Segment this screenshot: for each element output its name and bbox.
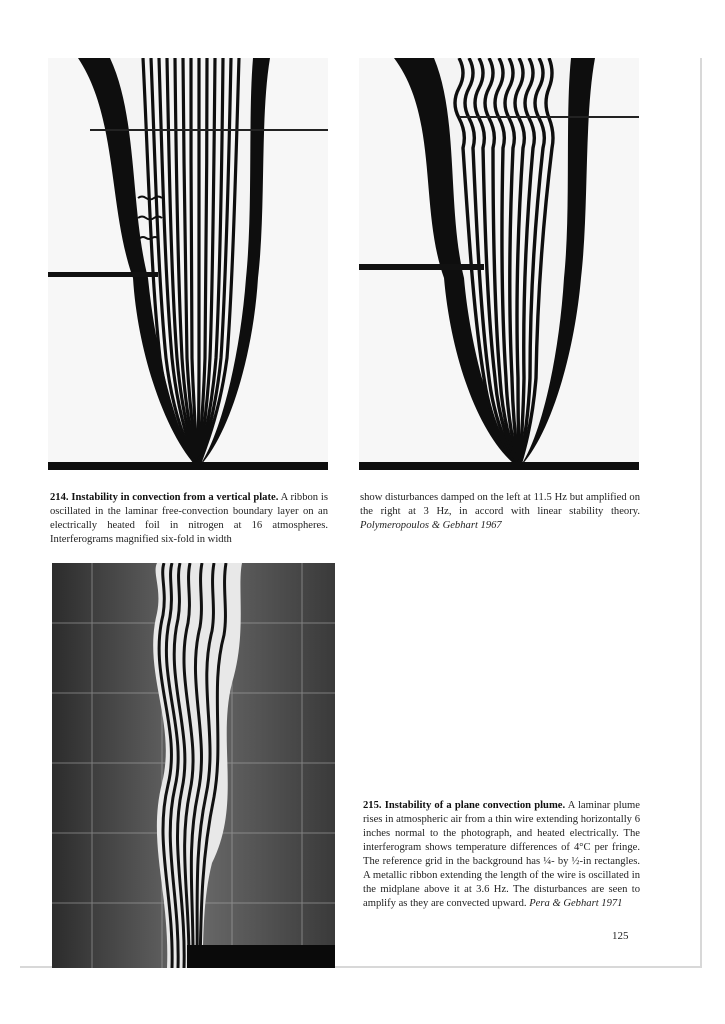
figure-214-caption-right <box>360 491 640 533</box>
interferogram-214-left-photo <box>48 58 328 470</box>
figure-214-caption-left <box>50 491 328 547</box>
figure-215-body: A laminar plume rises in atmospheric air from a thin wire extending horizontally 6 inches normal to the photograph, and heated electrically. The interferogram shows temperature differences of 4°C per fringe. The reference grid in the background has ¼- by ½-in rectangles. A metallic ribbon extending the length of the wire is oscillated in the midplane above it at 3.6 Hz. The disturbances are seen to amplify as they are convected upward. <box>363 799 640 909</box>
figure-214-title: Instability in convection from a vertical plate. <box>71 491 279 503</box>
book-page <box>20 58 702 968</box>
figure-214-body-right: show disturbances damped on the left at 11.5 Hz but amplified on the right at 3 Hz, in accord with linear stability theory. <box>360 491 640 517</box>
figure-214-body-left: A ribbon is oscillated in the laminar free-convection boundary layer on an electrically heated foil in nitrogen at 16 atmospheres. Interferograms magnified six-fold in width <box>50 491 328 545</box>
figure-215-number: 215. <box>363 799 382 811</box>
figure-215-caption <box>363 799 640 911</box>
interferogram-214-right-photo <box>359 58 639 470</box>
plume-interferogram-215-photo <box>52 563 335 968</box>
plume-interferogram-image <box>52 563 335 968</box>
figure-214-credit: Polymeropoulos & Gebhart 1967 <box>360 519 502 531</box>
interferogram-amplified-image <box>359 58 639 470</box>
page-number: 125 <box>612 930 629 942</box>
figure-214-number: 214. <box>50 491 69 503</box>
interferogram-damped-image <box>48 58 328 470</box>
figure-215-credit: Pera & Gebhart 1971 <box>529 897 623 909</box>
figure-215-title: Instability of a plane convection plume. <box>384 799 566 811</box>
